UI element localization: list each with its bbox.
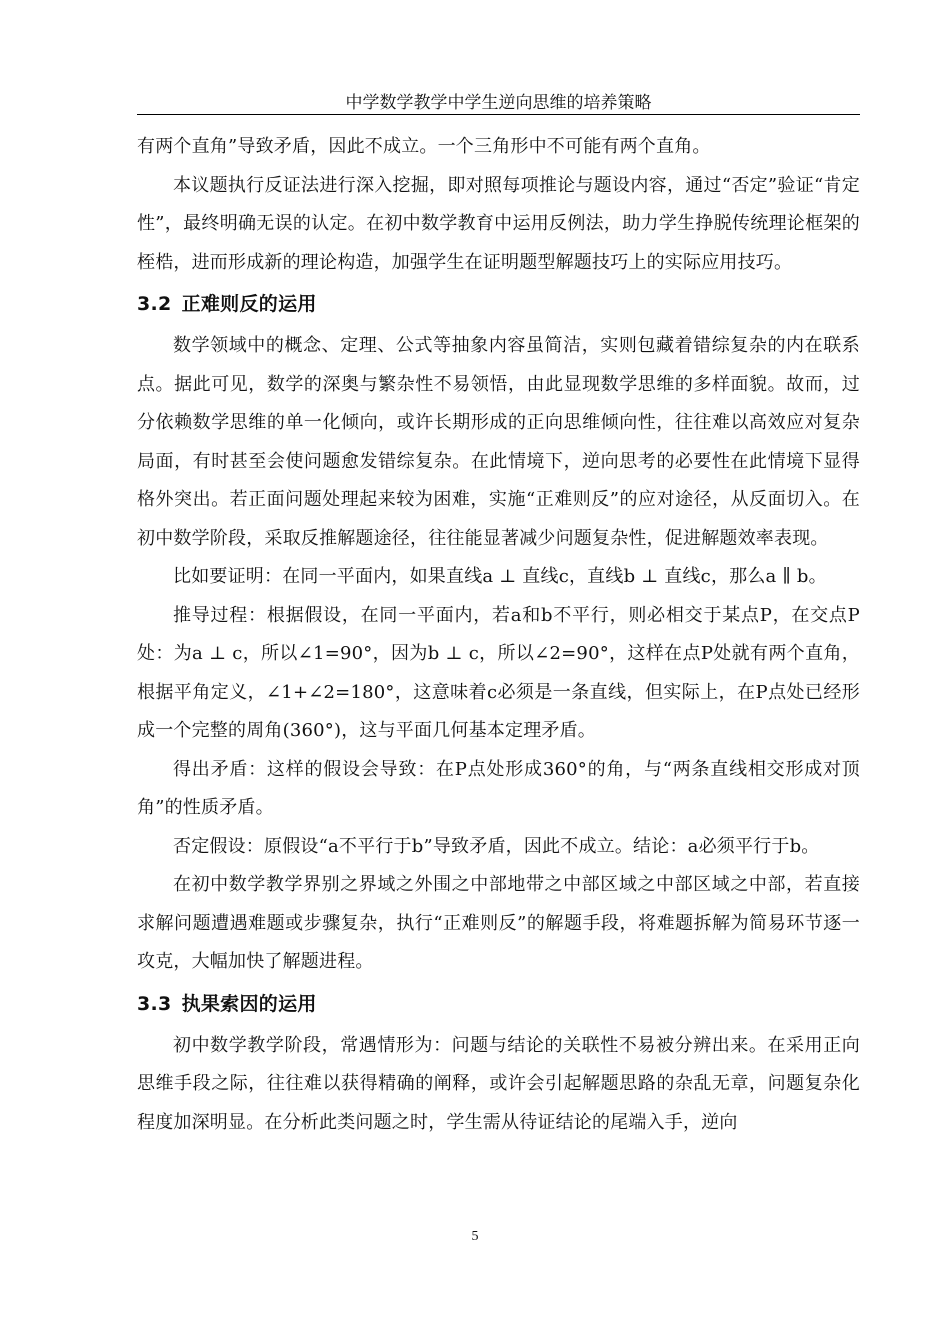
paragraph-summary: 在初中数学教学界别之界域之外围之中部地带之中部区域之中部区域之中部，若直接求解问题遭遇难题或步骤复杂，执行“正难则反”的解题手段，将难题拆解为简易环节逐一攻克，大幅加快了解题进程。 — [137, 874, 860, 972]
section-title: 执果索因的运用 — [181, 992, 317, 1015]
paragraph-derivation: 推导过程：根据假设，在同一平面内，若a和b不平行，则必相交于某点P，在交点P处：为a ⊥ c，所以∠1=90°，因为b ⊥ c，所以∠2=90°，这样在点P处就有两个直角，根据平角定义，∠1+∠2=180°，这意味着c必须是一条直线，但实际上，在P点处已经形成一个完整的周角(360°)，这与平面几何基本定理矛盾。 — [137, 604, 860, 741]
page-number: 5 — [471, 1229, 479, 1244]
paragraph-reverse-reasoning: 初中数学教学阶段，常遇情形为：问题与结论的关联性不易被分辨出来。在采用正向思维手段之际，往往难以获得精确的阐释，或许会引起解题思路的杂乱无章，问题复杂化程度加深明显。在分析此类问题之时，学生需从待证结论的尾端入手，逆向 — [137, 1034, 860, 1133]
section-heading-3-2 — [137, 282, 860, 327]
page-header-title: 中学数学教学中学生逆向思维的培养策略 — [345, 93, 652, 113]
paragraph-example-statement: 比如要证明：在同一平面内，如果直线a ⊥ 直线c，直线b ⊥ 直线c，那么a ∥ b。 — [173, 566, 827, 587]
paragraph-contradiction: 得出矛盾：这样的假设会导致：在P点处形成360°的角，与“两条直线相交形成对顶角”的性质矛盾。 — [137, 758, 860, 818]
section-number: 3.2 — [137, 293, 172, 315]
section-heading-3-3 — [137, 982, 860, 1027]
page-body — [137, 128, 860, 1142]
header-rule — [137, 114, 860, 115]
section-title: 正难则反的运用 — [181, 293, 317, 315]
paragraph-intro: 数学领域中的概念、定理、公式等抽象内容虽简洁，实则包藏着错综复杂的内在联系点。据此可见，数学的深奥与繁杂性不易领悟，由此显现数学思维的多样面貌。故而，过分依赖数学思维的单一化倾向，或许长期形成的正向思维倾向性，往往难以高效应对复杂局面，有时甚至会使问题愈发错综复杂。在此情境下，逆向思考的必要性在此情境下显得格外突出。若正面问题处理起来较为困难，实施“正难则反”的应对途径，从反面切入。在初中数学阶段，采取反推解题途径，往往能显著减少问题复杂性，促进解题效率表现。 — [137, 335, 860, 549]
section-number: 3.3 — [137, 992, 172, 1015]
paragraph-negation: 否定假设：原假设“a不平行于b”导致矛盾，因此不成立。结论：a必须平行于b。 — [173, 835, 820, 857]
paragraph-continuation: 有两个直角”导致矛盾，因此不成立。一个三角形中不可能有两个直角。 — [137, 136, 711, 157]
paragraph-proof-by-contradiction: 本议题执行反证法进行深入挖掘，即对照每项推论与题设内容，通过“否定”验证“肯定性”，最终明确无误的认定。在初中数学教育中运用反例法，助力学生挣脱传统理论框架的桎梏，进而形成新的理论构造，加强学生在证明题型解题技巧上的实际应用技巧。 — [137, 174, 860, 273]
